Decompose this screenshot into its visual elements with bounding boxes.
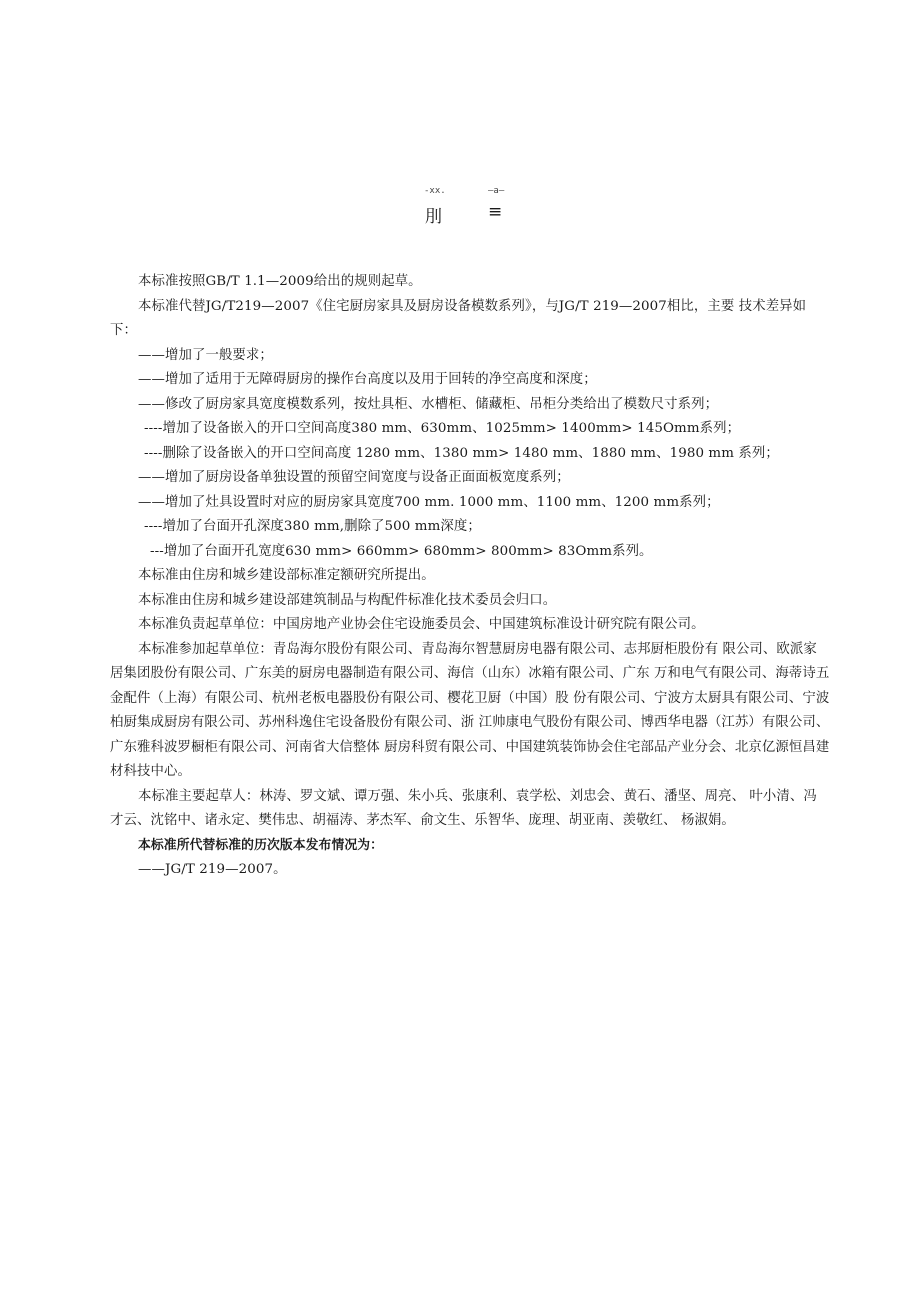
foreword-body bbox=[110, 270, 830, 883]
change-item: ---增加了台面开孔宽度630 mm> 660mm> 680mm> 800mm> 83Omm系列。 bbox=[150, 543, 653, 559]
change-item: ——修改了厨房家具宽度模数系列，按灶具柜、水槽柜、储藏柜、吊柜分类给出了模数尺寸系列； bbox=[138, 396, 719, 412]
paragraph-lead-drafters: 本标准负责起草单位：中国房地产业协会住宅设施委员会、中国建筑标准设计研究院有限公司。 bbox=[138, 617, 705, 632]
title-annotation-row bbox=[0, 186, 920, 202]
change-item: ——增加了厨房设备单独设置的预留空间宽度与设备正面面板宽度系列； bbox=[138, 470, 570, 485]
change-item: ——增加了灶具设置时对应的厨房家具宽度700 mm. 1000 mm、1100 mm、1200 mm系列； bbox=[138, 494, 720, 510]
paragraph-previous-edition-item: ——JG/T 219—2007。 bbox=[138, 862, 287, 877]
change-item: ——增加了适用于无障碍厨房的操作台高度以及用于回转的净空高度和深度； bbox=[138, 372, 597, 387]
change-item: ----增加了设备嵌入的开口空间高度380 mm、630mm、1025mm> 1400mm> 145Omm系列； bbox=[144, 421, 741, 436]
paragraph-proposed-by: 本标准由住房和城乡建设部标准定额研究所提出。 bbox=[138, 568, 435, 583]
paragraph-participating-units: 本标准参加起草单位：青岛海尔股份有限公司、青岛海尔智慧厨房电器有限公司、志邦厨柜股份有 限公司、欧派家居集团股份有限公司、广东美的厨房电器制造有限公司、海信（山东）冰箱有限公司、广东 万和电气有限公司、海蒂诗五金配件（上海）有限公司、杭州老板电器股份有限公司、樱花卫厨（中国）股 份有限公司、宁波方太厨具有限公司、宁波柏厨集成厨房有限公司、苏州科逸住宅设备股份有限公司、浙 江帅康电气股份有限公司、博西华电器（江苏）有限公司、广东雅科波罗橱柜有限公司、河南省大信整体 厨房科贸有限公司、中国建筑装饰协会住宅部品产业分会、北京亿源恒昌建材科技中心。 bbox=[110, 641, 830, 779]
foreword-title bbox=[0, 186, 920, 226]
title-annotation-right: —a— bbox=[488, 186, 505, 196]
title-annotation-left: -xx. bbox=[424, 186, 446, 196]
paragraph-previous-editions: 本标准所代替标准的历次版本发布情况为： bbox=[138, 837, 384, 853]
title-char-left: 刖 bbox=[425, 207, 442, 227]
change-item: ----删除了设备嵌入的开口空间高度 1280 mm、1380 mm> 1480 mm、1880 mm、1980 mm 系列； bbox=[144, 445, 779, 461]
paragraph-drafting-rules: 本标准按照GB/T 1.1—2009给出的规则起草。 bbox=[138, 274, 422, 289]
title-char-right: ≡ bbox=[488, 202, 503, 222]
paragraph-under-jurisdiction: 本标准由住房和城乡建设部建筑制品与构配件标准化技术委员会归口。 bbox=[138, 592, 557, 608]
paragraph-replacement: 本标准代替JG/T219—2007《住宅厨房家具及厨房设备模数系列》，与JG/T 219—2007相比，主要 技术差异如下： bbox=[110, 298, 807, 338]
title-row bbox=[0, 202, 920, 226]
change-item: ----增加了台面开孔深度380 mm,删除了500 mm深度； bbox=[144, 519, 481, 534]
change-item: ——增加了一般要求； bbox=[138, 347, 273, 363]
paragraph-main-drafters: 本标准主要起草人：林涛、罗文斌、谭万强、朱小兵、张康利、袁学松、刘忠会、黄石、潘坚、周亮、 叶小清、冯才云、沈铭中、诸永定、樊伟忠、胡福涛、茅杰军、俞文生、乐智华、庞理、胡亚南、羡敬红、 杨淑娟。 bbox=[110, 788, 817, 828]
